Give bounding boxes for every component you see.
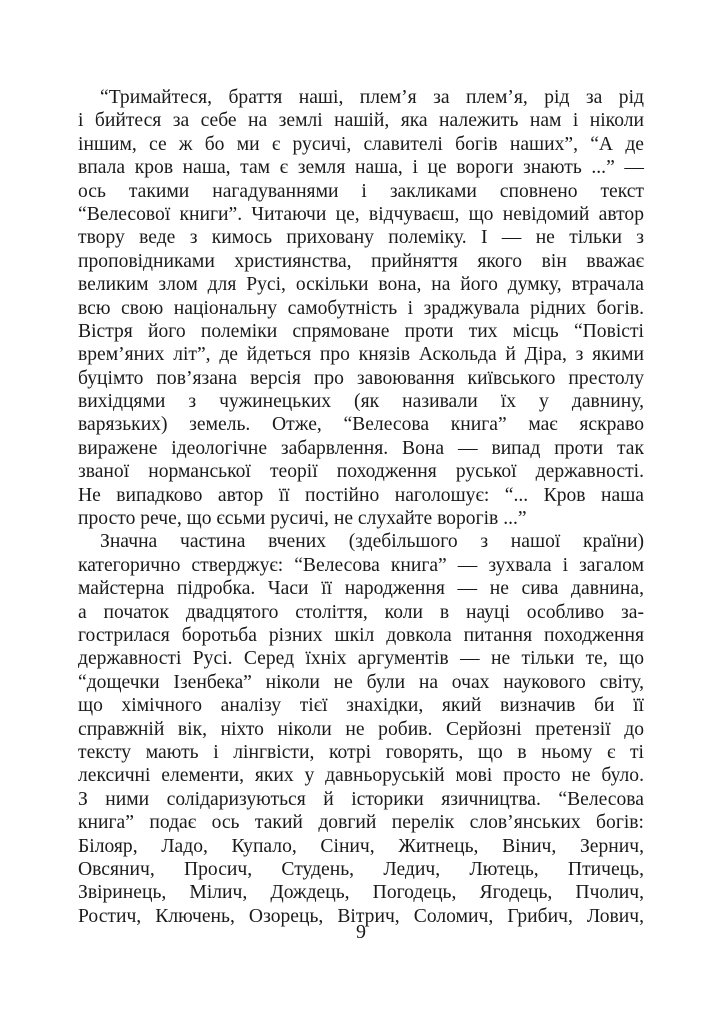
text-line: великим злом для Русі, оскільки вона, на його думку, втрачала [78, 274, 644, 296]
page-number: 9 [356, 921, 366, 943]
text-line: і бийтеся за себе на землі нашій, яка належить нам і ніколи [78, 110, 644, 132]
text-line: впала кров наша, там є земля наша, і це вороги знають ...” — [78, 157, 644, 179]
text-line: “дощечки Ізенбека” ніколи не були на очах наукового світу, [78, 671, 644, 693]
text-line: Звіринець, Мілич, Дождець, Погодець, Ягодець, Пчолич, [78, 882, 644, 904]
text-line: врем’яних літ”, де йдеться про князів Аскольда й Діра, з якими [78, 344, 644, 366]
text-line: всю свою національну самобутність і зраджувала рідних богів. [78, 297, 644, 319]
text-line: вихідцями з чужинецьких (як називали їх у давнину, [78, 391, 644, 413]
text-line: а початок двадцятого століття, коли в науці особливо за- [78, 601, 644, 623]
text-line: тексту мають і лінгвісти, котрі говорять, що в ньому є ті [78, 741, 644, 763]
text-line: Не випадково автор її постійно наголошує: “... Кров наша [78, 484, 644, 506]
text-line: Ростич, Ключень, Озорець, Вітрич, Соломич, Грибич, Лович, [78, 905, 644, 927]
text-line: званої норманської теорії походження руської державності. [78, 461, 644, 483]
text-line: З ними солідаризуються й історики язичництва. “Велесова [78, 788, 644, 810]
text-line: Вістря його полеміки спрямоване проти тих місць “Повісті [78, 320, 644, 342]
text-line: лексичні елементи, яких у давньоруській мові просто не було. [78, 765, 644, 787]
text-line: виражене ідеологічне забарвлення. Вона — випад проти так [78, 437, 644, 459]
text-line: Овсянич, Просич, Студень, Ледич, Лютець, Птичець, [78, 858, 644, 880]
paragraph-2 [78, 530, 644, 928]
text-line: “Велесової книги”. Читаючи це, відчуваєш, що невідомий автор [78, 203, 644, 225]
text-line: категорично стверджує: “Велесова книга” — зухвала і загалом [78, 554, 644, 576]
text-line: буцімто пов’язана версія про завоювання київського престолу [78, 367, 644, 389]
text-line: Значна частина вчених (здебільшого з нашої країни) [100, 531, 644, 553]
body-text [78, 86, 644, 928]
text-line: що хімічного аналізу тієї знахідки, який визначив би її [78, 695, 644, 717]
text-line: проповідниками християнства, прийняття якого він вважає [78, 250, 644, 272]
text-line: твору веде з кимось приховану полеміку. І — не тільки з [78, 227, 644, 249]
text-line: іншим, се ж бо ми є русичі, славителі богів наших”, “А де [78, 133, 644, 155]
text-line: справжній вік, ніхто ніколи не робив. Серйозні претензії до [78, 718, 644, 740]
text-line: державності Русі. Серед їхніх аргументів — не тільки те, що [78, 648, 644, 670]
text-line: просто рече, що єсьми русичі, не слухайте ворогів ...” [78, 508, 527, 530]
text-line: Білояр, Ладо, Купало, Сінич, Житнець, Вінич, Зернич, [78, 835, 644, 857]
text-line: ось такими нагадуваннями і закликами сповнено текст [78, 180, 644, 202]
text-line: майстерна підробка. Часи її народження — не сива давнина, [78, 578, 644, 600]
text-line: варязьких) земель. Отже, “Велесова книга” має яскраво [78, 414, 644, 436]
text-line: книга” подає ось такий довгий перелік слов’янських богів: [78, 812, 644, 834]
paragraph-1 [78, 86, 644, 530]
text-line: “Тримайтеся, браття наші, плем’я за плем’я, рід за рід [100, 87, 644, 108]
text-line: гострилася боротьба різних шкіл довкола питання походження [78, 624, 644, 646]
